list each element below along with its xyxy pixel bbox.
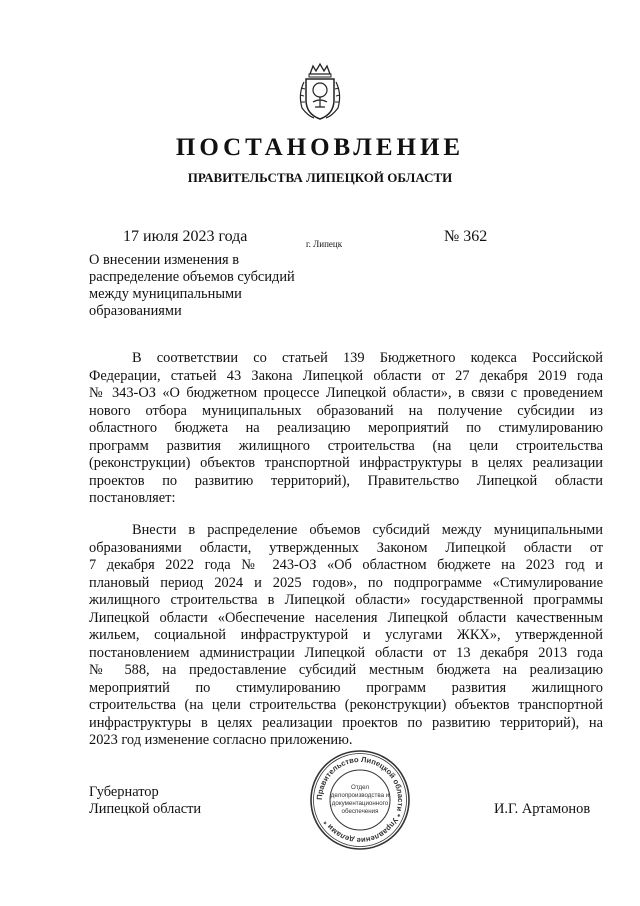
document-city: г. Липецк bbox=[306, 239, 343, 249]
paragraph-line: № 343-ОЗ «О бюджетном процессе Липецкой области», в связи с проведением bbox=[89, 385, 603, 401]
paragraph-line: программ развития жилищного строительства (на цели строительства bbox=[89, 437, 603, 454]
paragraph-line: 7 декабря 2022 года № 243-ОЗ «Об областном бюджете на 2023 год и bbox=[89, 557, 603, 573]
signatory-title bbox=[89, 784, 201, 818]
paragraph-line: Липецкой области «Обеспечение населения Липецкой области качественным bbox=[89, 609, 603, 626]
issuing-authority: ПРАВИТЕЛЬСТВА ЛИПЕЦКОЙ ОБЛАСТИ bbox=[187, 170, 453, 185]
preamble-paragraph bbox=[89, 350, 603, 508]
signatory-title-line: Губернатор bbox=[89, 784, 159, 800]
subject-line: О внесении изменения в bbox=[89, 252, 240, 268]
paragraph-line: жилищного строительства в Липецкой области» государственной программы bbox=[89, 592, 603, 608]
paragraph-line: инфраструктуры в целях реализации проектов по развитию территорий), на bbox=[89, 714, 603, 731]
paragraph-line: (реконструкции) объектов транспортной инфраструктуры в целях реализации bbox=[89, 455, 603, 471]
paragraph-line: нового отбора муниципальных образований на получение субсидии из bbox=[89, 402, 603, 419]
paragraph-line: плановый период 2024 и 2025 годов», по подпрограмме «Стимулирование bbox=[89, 574, 603, 591]
official-stamp bbox=[308, 748, 412, 852]
stamp-center-line: делопроизводства и bbox=[330, 792, 390, 799]
paragraph-line: областного бюджета на реализацию мероприятий по стимулированию bbox=[89, 420, 603, 436]
signatory-name: И.Г. Артамонов bbox=[494, 801, 591, 817]
paragraph-line: жильем, социальной инфраструктурой и услугами ЖКХ», утвержденной bbox=[89, 627, 603, 643]
paragraph-line: строительства (на цели строительства (реконструкции) объектов транспортной bbox=[89, 697, 603, 713]
subject-line: распределение объемов субсидий bbox=[89, 269, 295, 285]
paragraph-line: Федерации, статьей 43 Закона Липецкой области от 27 декабря 2019 года bbox=[89, 367, 603, 384]
paragraph-line: постановлением администрации Липецкой области от 13 декабря 2013 года bbox=[89, 644, 603, 661]
document-date: 17 июля 2023 года bbox=[123, 228, 248, 245]
paragraph-line: образованиями области, утвержденных Законом Липецкой области от bbox=[89, 539, 603, 556]
paragraph-line: 2023 год изменение согласно приложению. bbox=[89, 732, 353, 748]
coat-of-arms-icon bbox=[296, 62, 344, 122]
stamp-ring-text: Правительство Липецкой области * Управление делами * bbox=[314, 754, 406, 846]
stamp-center-line: обеспечения bbox=[341, 808, 379, 815]
stamp-center-line: документационного bbox=[331, 800, 389, 807]
paragraph-line: № 588, на предоставление субсидий местным бюджета на реализацию bbox=[89, 662, 603, 678]
paragraph-line: мероприятий по стимулированию программ развития жилищного bbox=[89, 679, 603, 696]
signatory-title-line: Липецкой области bbox=[89, 801, 202, 817]
subject-line: образованиями bbox=[89, 303, 182, 319]
document-subject bbox=[89, 252, 329, 320]
document-number: № 362 bbox=[444, 228, 488, 245]
document-title: ПОСТАНОВЛЕНИЕ bbox=[175, 134, 465, 161]
paragraph-line: проектов по развитию территорий), Правительство Липецкой области bbox=[89, 472, 603, 489]
stamp-center-line: Отдел bbox=[351, 784, 369, 791]
paragraph-line: В соответствии со статьей 139 Бюджетного кодекса Российской bbox=[132, 350, 603, 366]
subject-line: между муниципальными bbox=[89, 286, 242, 302]
paragraph-line: Внести в распределение объемов субсидий между муниципальными bbox=[132, 522, 603, 538]
operative-paragraph bbox=[89, 522, 603, 750]
paragraph-line: постановляет: bbox=[89, 490, 176, 506]
